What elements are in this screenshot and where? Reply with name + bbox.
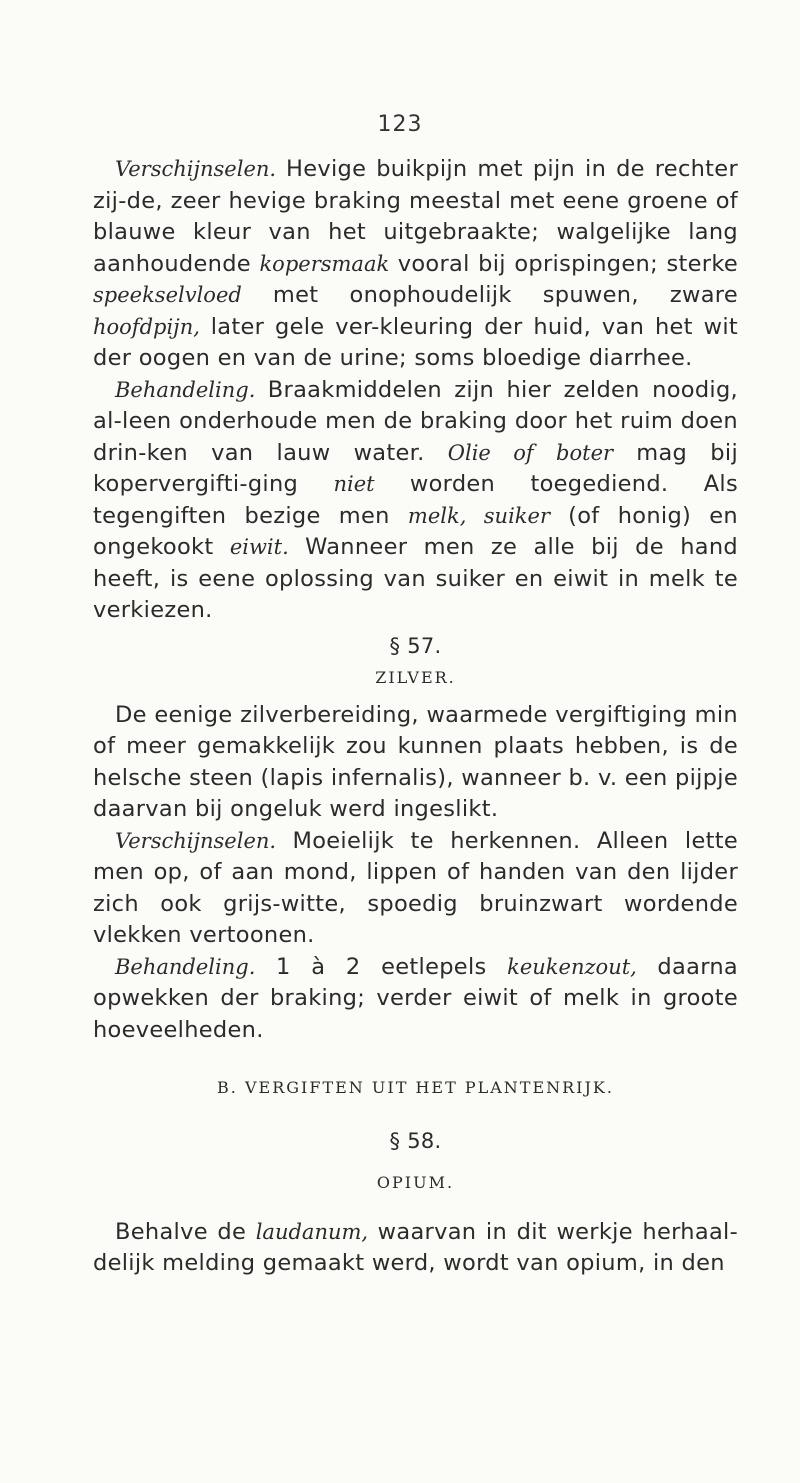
paragraph-silver-symptoms — [93, 826, 738, 952]
paragraph-copper-symptoms — [93, 154, 738, 375]
paragraph-copper-treatment — [93, 375, 738, 627]
text-run: Wanneer men ze alle bij de hand heeft, is eene oplossing van suiker en eiwit in melk te verkiezen. — [93, 534, 738, 623]
text-run: waarvan in dit werkje herhaal-delijk melding gemaakt werd, wordt van opium, in den — [93, 1218, 738, 1276]
text-run: Braakmiddelen zijn hier zelden noodig, al-leen onderhoude men de braking door het ruim doen drin-ken van lauw water. — [93, 376, 738, 466]
emphasis-keukenzout: keukenzout, — [507, 954, 637, 979]
paragraph-silver-treatment — [93, 952, 738, 1047]
text-run: vooral bij oprispingen; sterke — [389, 250, 738, 277]
paragraph-silver-intro: De eenige zilverbereiding, waarmede vergiftiging min of meer gemakkelijk zou kunnen plaats hebben, is de helsche steen (lapis infernalis), wanneer b. v. een pijpje daarvan bij ongeluk werd ingeslikt. — [93, 701, 738, 822]
emphasis-speekselvloed: speekselvloed — [93, 283, 242, 307]
text-run: worden toegediend. Als tegengiften bezige men — [93, 471, 738, 529]
heading-symptoms: Verschijnselen. — [115, 828, 277, 853]
section-number-58: § 58. — [389, 1128, 442, 1153]
text-run: (of honig) en ongekookt — [93, 502, 738, 560]
section-title-opium: OPIUM. — [376, 1173, 455, 1192]
text-run: Hevige buikpijn met pijn in de rechter zij-de, zeer hevige braking meestal met eene groene of blauwe kleur van het uitgebraakte; walgelijke lang aanhoudende — [93, 156, 738, 277]
part-title-plant-poisons: B. VERGIFTEN UIT HET PLANTENRIJK. — [217, 1078, 614, 1097]
text-run: mag bij kopervergifti-ging — [93, 439, 738, 497]
emphasis-olie-of-boter: Olie of boter — [447, 440, 614, 465]
emphasis-eiwit: eiwit. — [229, 535, 289, 559]
section-title-zilver: ZILVER. — [375, 668, 456, 687]
text-run: met onophoudelijk spuwen, zware — [241, 282, 738, 308]
emphasis-laudanum: laudanum, — [255, 1219, 369, 1244]
emphasis-melk-suiker: melk, suiker — [407, 503, 550, 528]
text-run: Moeielijk te herkennen. Alleen lette men op, of aan mond, lippen of handen van den lijder zich ook grijs-witte, spoedig bruinzwart wordende vlekken vertoonen. — [93, 827, 738, 948]
emphasis-niet: niet — [333, 472, 375, 496]
page-body — [93, 154, 738, 1280]
emphasis-hoofdpijn: hoofdpijn, — [93, 314, 200, 339]
page-number: 123 — [377, 112, 423, 137]
text-run: 1 à 2 eetlepels — [255, 953, 508, 980]
heading-treatment: Behandeling. — [115, 377, 256, 402]
emphasis-kopersmaak: kopersmaak — [259, 251, 390, 276]
heading-treatment: Behandeling. — [115, 954, 256, 979]
text-run: daarna opwekken der braking; verder eiwit of melk in groote hoeveelheden. — [93, 953, 738, 1043]
heading-symptoms: Verschijnselen. — [115, 157, 277, 181]
paragraph-opium-intro — [93, 1217, 738, 1280]
text-run: Behalve de — [115, 1218, 256, 1245]
section-number-57: § 57. — [389, 633, 442, 658]
text-run: later gele ver-kleuring der huid, van het wit der oogen en van de urine; soms bloedige diarrhee. — [93, 313, 738, 371]
